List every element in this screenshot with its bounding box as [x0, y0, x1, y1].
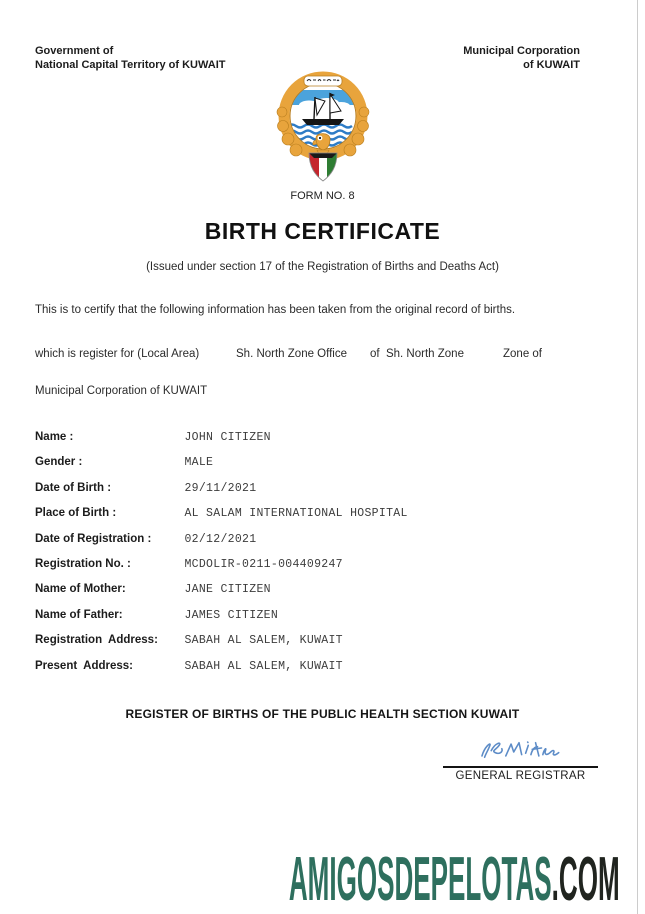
field-row-gender [35, 456, 595, 481]
watermark-tld: .COM [552, 845, 620, 914]
zone-of-label: Zone of [503, 348, 542, 360]
register-line-corporation: Municipal Corporation of KUWAIT [35, 385, 208, 397]
field-row-registration-address [35, 634, 595, 659]
field-value: JANE CITIZEN [184, 583, 271, 597]
field-value: SABAH AL SALEM, KUWAIT [184, 634, 343, 648]
watermark-brand: AMIGOSDEPELOTAS [289, 845, 553, 914]
scan-edge-line [637, 0, 638, 914]
field-value: AL SALAM INTERNATIONAL HOSPITAL [184, 507, 408, 521]
field-row-mother-name [35, 583, 595, 608]
zone-of-value: of Sh. North Zone [370, 348, 464, 360]
issuing-authority-header [35, 44, 225, 72]
field-row-place-of-birth [35, 507, 595, 532]
field-value: JOHN CITIZEN [184, 431, 271, 444]
field-value: MCDOLIR-0211-004409247 [184, 557, 343, 571]
field-label: Date of Birth : [35, 481, 112, 494]
government-line: Government of [35, 45, 114, 57]
signature-block [443, 735, 598, 782]
field-label: Registration No. : [35, 557, 131, 570]
certificate-title: BIRTH CERTIFICATE [204, 218, 441, 244]
form-number: FORM NO. 8 [290, 190, 355, 202]
field-label: Registration Address: [35, 634, 158, 647]
corporation-line: Municipal Corporation [463, 45, 580, 57]
certificate-subtitle: (Issued under section 17 of the Registration of Births and Deaths Act) [146, 261, 499, 273]
field-label: Name of Father: [35, 608, 123, 621]
watermark-text [289, 845, 620, 914]
zone-office-value: Sh. North Zone Office [236, 348, 348, 360]
register-line [0, 348, 645, 364]
registrar-signature-icon [478, 735, 564, 765]
field-label: Present Address: [35, 659, 133, 672]
field-row-father-name [35, 609, 595, 634]
field-label: Place of Birth : [35, 507, 117, 520]
field-row-registration-no [35, 558, 595, 583]
certify-statement: This is to certify that the following information has been taken from the original record of births. [35, 304, 516, 316]
field-label: Name of Mother: [35, 583, 126, 596]
field-value: SABAH AL SALEM, KUWAIT [184, 659, 343, 673]
field-value: JAMES CITIZEN [184, 608, 279, 622]
field-row-present-address [35, 660, 595, 685]
register-line-prefix: which is register for (Local Area) [35, 348, 200, 360]
signature-line [443, 766, 598, 768]
field-label: Gender : [35, 456, 83, 469]
field-row-name [35, 431, 595, 456]
corporation-country-line: of KUWAIT [523, 59, 580, 71]
field-value: MALE [184, 456, 214, 470]
field-label: Date of Registration : [35, 532, 152, 545]
territory-line: National Capital Territory of KUWAIT [35, 59, 226, 71]
municipal-corporation-header [463, 44, 580, 72]
field-value: 02/12/2021 [184, 532, 257, 546]
general-registrar-label: GENERAL REGISTRAR [455, 770, 586, 782]
register-of-births-heading: REGISTER OF BIRTHS OF THE PUBLIC HEALTH SECTION KUWAIT [125, 707, 520, 721]
field-row-date-of-birth [35, 482, 595, 507]
fields-section [35, 431, 595, 685]
field-label: Name : [35, 431, 74, 443]
field-value: 29/11/2021 [184, 481, 257, 495]
field-row-date-of-registration [35, 533, 595, 558]
kuwait-emblem-icon [275, 70, 371, 184]
